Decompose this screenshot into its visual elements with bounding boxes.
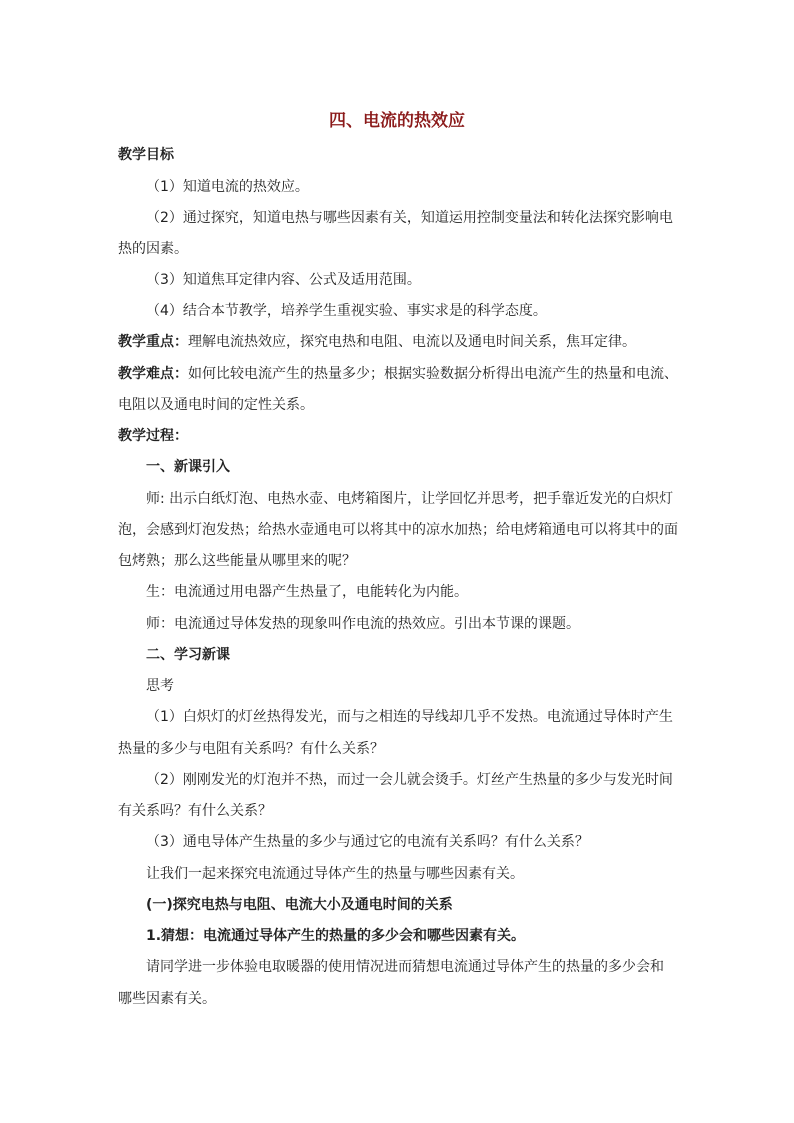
difficulties-text: 如何比较电流产生的热量多少；根据实验数据分析得出电流产生的热量和电流、 [188,366,678,382]
guess-heading: 1.猜想：电流通过导体产生的热量的多少会和哪些因素有关。 [146,928,526,944]
difficulties [118,364,678,384]
process-heading: 教学过程： [118,428,188,444]
key-points-text: 理解电流热效应，探究电热和电阻、电流以及通电时间关系，焦耳定律。 [188,334,636,350]
goals-heading: 教学目标 [118,147,174,163]
dialogue-teacher: 师: 出示白纸灯泡、电热水壶、电烤箱图片，让学回忆并思考，把手靠近发光的白炽灯 [146,491,674,507]
key-points [118,332,636,352]
question-item-continued: 有关系吗？有什么关系？ [118,803,272,819]
question-item-continued: 热量的多少与电阻有关系吗？有什么关系？ [118,741,384,757]
difficulties-label: 教学难点： [118,366,188,382]
page-title: 四、电流的热效应 [329,111,465,131]
dialogue-teacher: 师：电流通过导体发热的现象叫作电流的热效应。引出本节课的课题。 [146,616,580,632]
dialogue-teacher-continued: 泡，会感到灯泡发热；给热水壶通电可以将其中的凉水加热；给电烤箱通电可以将其中的面 [118,522,678,538]
question-item: （2）刚刚发光的灯泡并不热，而过一会儿就会烫手。灯丝产生热量的多少与发光时间 [146,772,673,788]
think-label: 思考 [146,678,174,694]
dialogue-teacher-continued: 包烤熟；那么这些能量从哪里来的呢？ [118,553,356,569]
difficulties-continued: 电阻以及通电时间的定性关系。 [118,397,314,413]
goal-item-continued: 热的因素。 [118,241,188,257]
goal-item: （1）知道电流的热效应。 [146,179,309,195]
part2-heading: 二、学习新课 [146,647,230,663]
guess-text-continued: 哪些因素有关。 [118,991,216,1007]
key-points-label: 教学重点： [118,334,188,350]
explore-intro: 让我们一起来探究电流通过导体产生的热量与哪些因素有关。 [146,866,524,882]
goal-item: （4）结合本节教学，培养学生重视实验、事实求是的科学态度。 [146,303,547,319]
guess-text: 请同学进一步体验电取暖器的使用情况进而猜想电流通过导体产生的热量的多少会和 [146,959,664,975]
goal-item: （2）通过探究，知道电热与哪些因素有关，知道运用控制变量法和转化法探究影响电 [146,210,673,226]
goal-item: （3）知道焦耳定律内容、公式及适用范围。 [146,272,421,288]
question-item: （1）白炽灯的灯丝热得发光，而与之相连的导线却几乎不发热。电流通过导体时产生 [146,709,673,725]
part1-heading: 一、新课引入 [146,459,230,475]
question-item: （3）通电导体产生热量的多少与通过它的电流有关系吗？有什么关系？ [146,834,589,850]
subsection-heading: (一)探究电热与电阻、电流大小及通电时间的关系 [146,897,453,913]
dialogue-student: 生：电流通过用电器产生热量了，电能转化为内能。 [146,584,468,600]
